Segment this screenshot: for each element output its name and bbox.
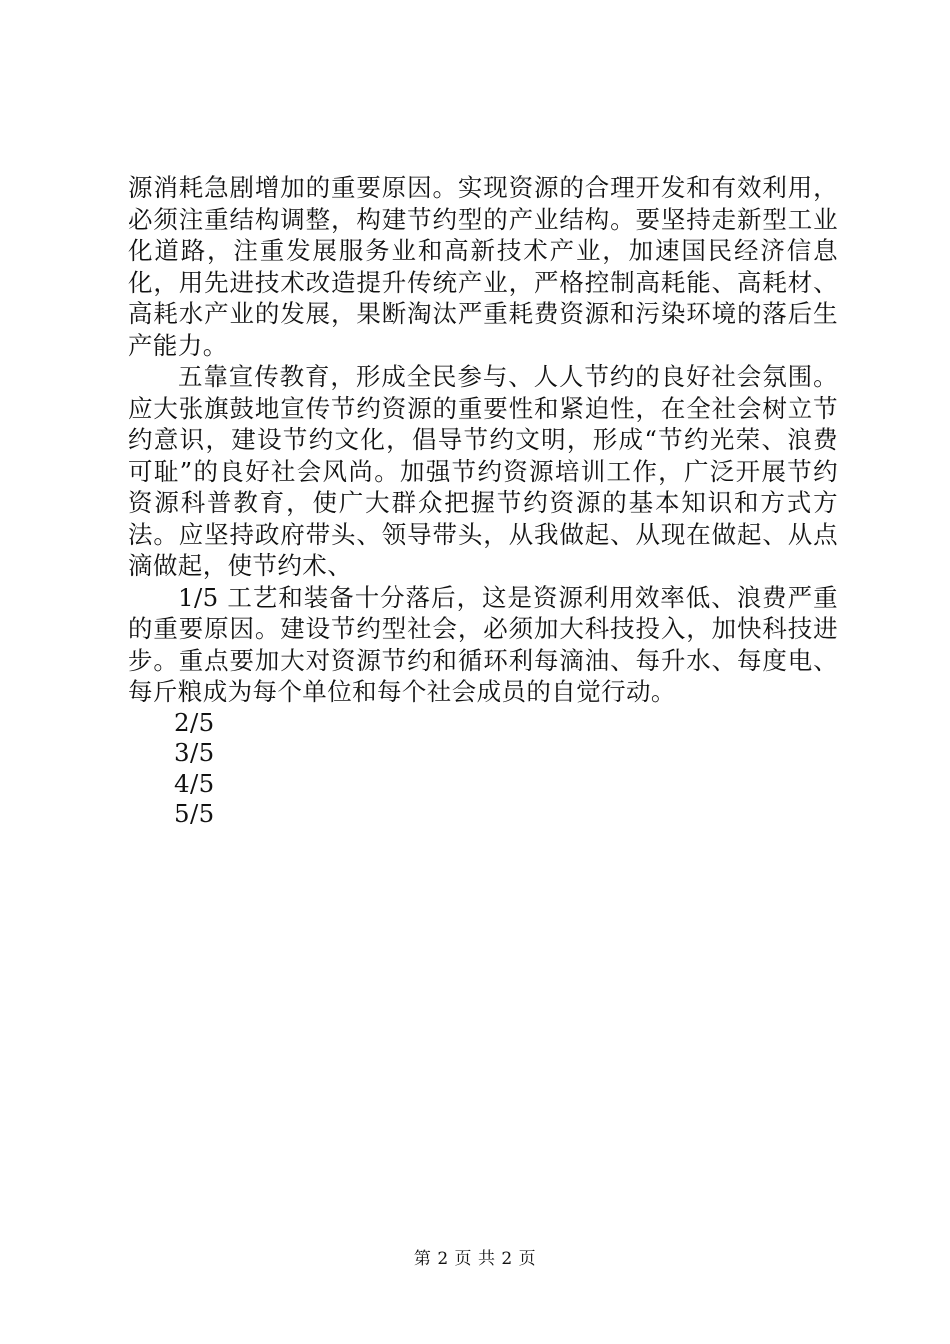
- paragraph-technology-progress: 1/5 工艺和装备十分落后，这是资源利用效率低、浪费严重的重要原因。建设节约型社会，必须加大科技投入，加快科技进步。重点要加大对资源节约和循环利每滴油、每升水、每度电、每斤粮成为每个单位和每个社会成员的自觉行动。: [128, 582, 838, 706]
- page-marker-4: 4/5: [174, 768, 215, 798]
- page-marker-5: 5/5: [174, 799, 215, 828]
- page-marker-2: 2/5: [174, 707, 215, 737]
- page-footer: 第 2 页 共 2 页: [413, 1249, 537, 1269]
- paragraph-resource-structure: 源消耗急剧增加的重要原因。实现资源的合理开发和有效利用，必须注重结构调整，构建节约型的产业结构。要坚持走新型工业化道路，注重发展服务业和高新技术产业，加速国民经济信息化，用先进技术改造提升传统产业，严格控制高耗能、高耗材、高耗水产业的发展，果断淘汰严重耗费资源和污染环境的落后生产能力。: [128, 173, 838, 360]
- document-body: [128, 172, 838, 830]
- paragraph-publicity-education: 五靠宣传教育，形成全民参与、人人节约的良好社会氛围。应大张旗鼓地宣传节约资源的重要性和紧迫性，在全社会树立节约意识，建设节约文化，倡导节约文明，形成“节约光荣、浪费可耻”的良好社会风尚。加强节约资源培训工作，广泛开展节约资源科普教育，使广大群众把握节约资源的基本知识和方式方法。应坚持政府带头、领导带头，从我做起、从现在做起、从点滴做起，使节约术、: [128, 362, 838, 580]
- page-marker-3: 3/5: [174, 738, 215, 767]
